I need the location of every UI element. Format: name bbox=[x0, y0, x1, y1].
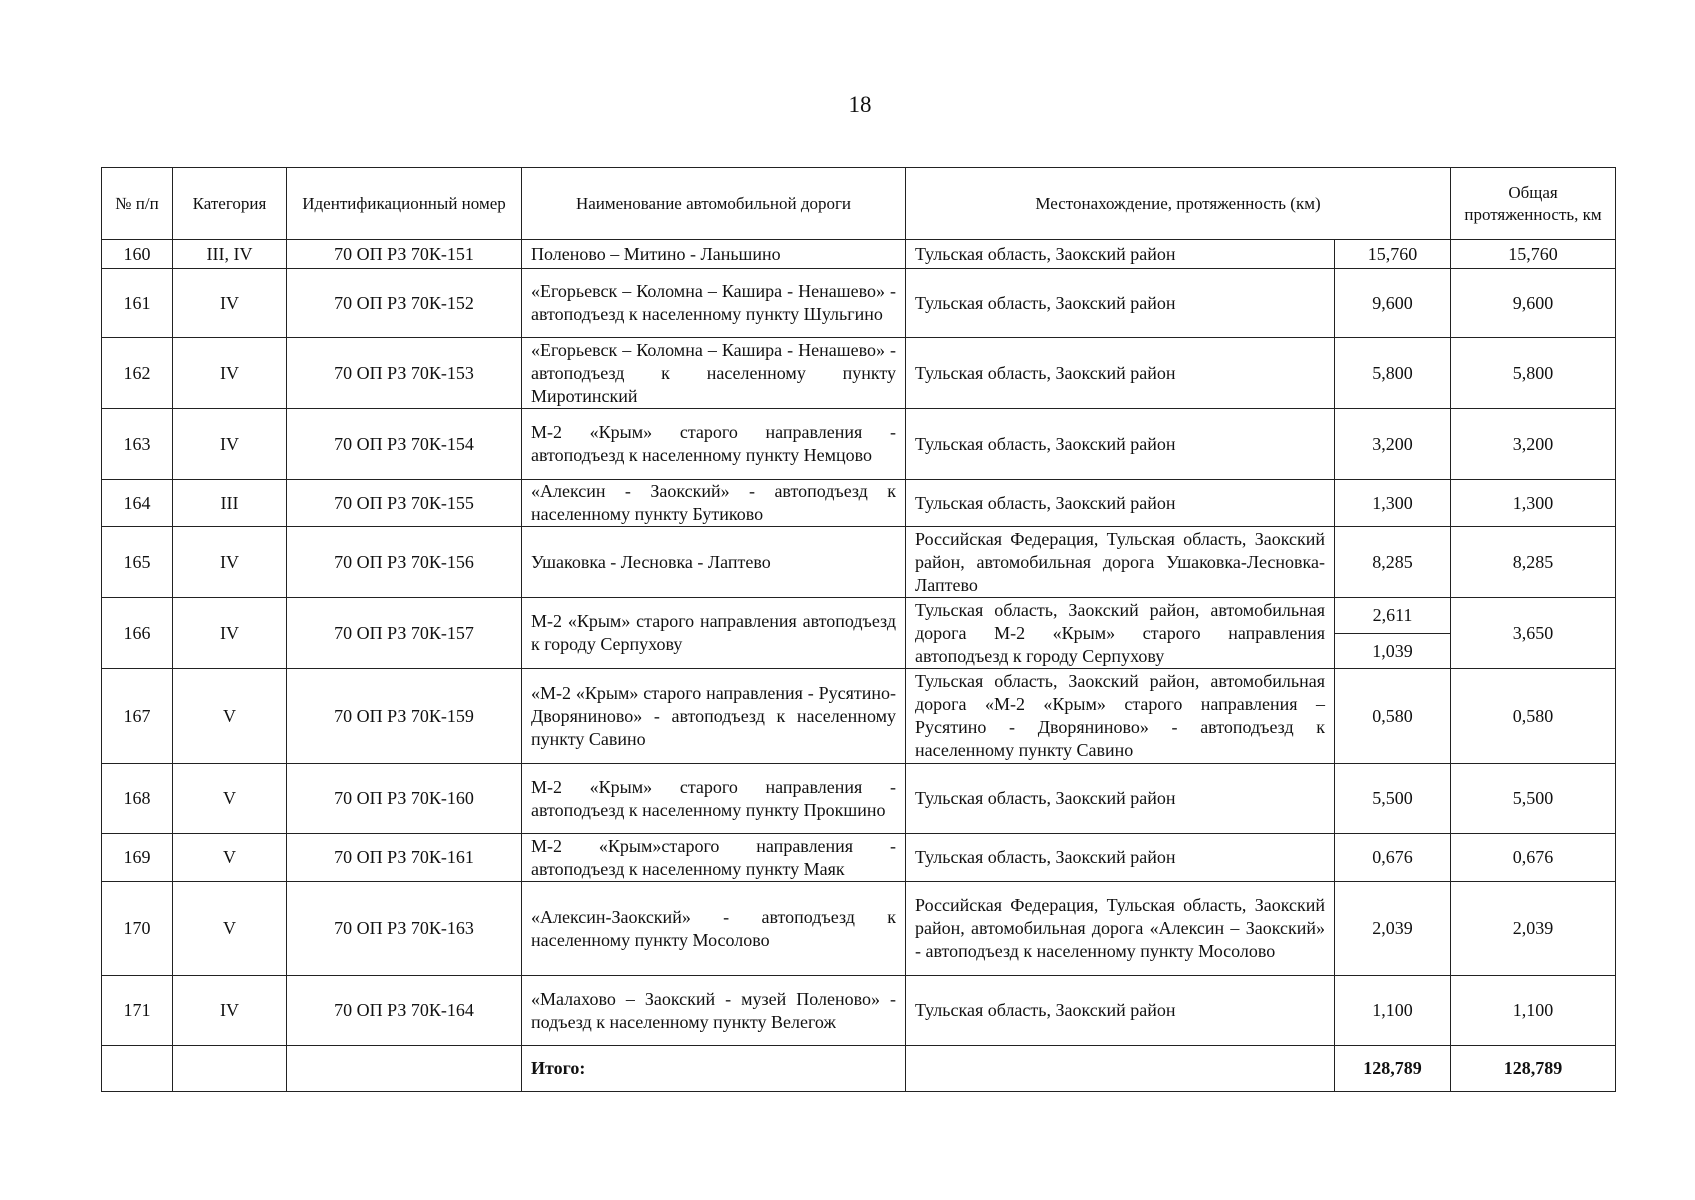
table-row bbox=[102, 764, 1616, 834]
table-row bbox=[102, 269, 1616, 338]
header-category: Категория bbox=[173, 168, 287, 240]
row-location: Тульская область, Заокский район bbox=[906, 409, 1335, 480]
row-category: V bbox=[173, 882, 287, 976]
row-location: Тульская область, Заокский район bbox=[906, 338, 1335, 409]
row-name: М-2 «Крым» старого направления - автоподъезд к населенному пункту Немцово bbox=[522, 409, 906, 480]
row-location: Тульская область, Заокский район, автомобильная дорога «М-2 «Крым» старого направления – Русятино - Дворяниново» - автоподъезд к населенному пункту Савино bbox=[906, 669, 1335, 764]
row-length-part-1: 2,611 bbox=[1335, 598, 1451, 634]
row-num: 166 bbox=[102, 598, 173, 669]
table-row bbox=[102, 598, 1616, 634]
row-total: 15,760 bbox=[1451, 240, 1616, 269]
header-id: Идентификационный номер bbox=[287, 168, 522, 240]
row-length: 5,500 bbox=[1335, 764, 1451, 834]
row-num: 169 bbox=[102, 834, 173, 882]
row-category: III, IV bbox=[173, 240, 287, 269]
row-total: 9,600 bbox=[1451, 269, 1616, 338]
row-id: 70 ОП РЗ 70К-154 bbox=[287, 409, 522, 480]
page-number: 18 bbox=[848, 92, 872, 117]
row-location: Тульская область, Заокский район bbox=[906, 976, 1335, 1046]
row-num: 164 bbox=[102, 480, 173, 527]
row-id: 70 ОП РЗ 70К-159 bbox=[287, 669, 522, 764]
header-location: Местонахождение, протяженность (км) bbox=[906, 168, 1451, 240]
row-location: Тульская область, Заокский район bbox=[906, 480, 1335, 527]
table-row bbox=[102, 834, 1616, 882]
row-id: 70 ОП РЗ 70К-153 bbox=[287, 338, 522, 409]
row-id: 70 ОП РЗ 70К-151 bbox=[287, 240, 522, 269]
row-id: 70 ОП РЗ 70К-163 bbox=[287, 882, 522, 976]
row-total: 0,580 bbox=[1451, 669, 1616, 764]
row-category: V bbox=[173, 834, 287, 882]
row-category: IV bbox=[173, 269, 287, 338]
row-total: 1,300 bbox=[1451, 480, 1616, 527]
row-num: 168 bbox=[102, 764, 173, 834]
row-length: 8,285 bbox=[1335, 527, 1451, 598]
row-length: 0,676 bbox=[1335, 834, 1451, 882]
row-name: «М-2 «Крым» старого направления - Русятино-Дворяниново» - автоподъезд к населенному пункту Савино bbox=[522, 669, 906, 764]
row-length: 9,600 bbox=[1335, 269, 1451, 338]
row-location: Тульская область, Заокский район bbox=[906, 764, 1335, 834]
row-name: «Алексин - Заокский» - автоподъезд к населенному пункту Бутиково bbox=[522, 480, 906, 527]
row-num: 160 bbox=[102, 240, 173, 269]
header-row bbox=[102, 168, 1616, 240]
row-category: IV bbox=[173, 409, 287, 480]
row-length-part-2: 1,039 bbox=[1335, 634, 1451, 669]
total-length: 128,789 bbox=[1335, 1046, 1451, 1092]
row-num: 161 bbox=[102, 269, 173, 338]
row-total: 0,676 bbox=[1451, 834, 1616, 882]
header-total: Общая протяженность, км bbox=[1451, 168, 1616, 240]
row-total: 5,800 bbox=[1451, 338, 1616, 409]
header-name: Наименование автомобильной дороги bbox=[522, 168, 906, 240]
table-row bbox=[102, 480, 1616, 527]
row-length: 5,800 bbox=[1335, 338, 1451, 409]
total-empty-category bbox=[173, 1046, 287, 1092]
table-row bbox=[102, 240, 1616, 269]
table-row bbox=[102, 882, 1616, 976]
row-category: IV bbox=[173, 338, 287, 409]
table-row bbox=[102, 976, 1616, 1046]
row-location: Тульская область, Заокский район, автомобильная дорога М-2 «Крым» старого направления автоподъезд к городу Серпухову bbox=[906, 598, 1335, 669]
row-id: 70 ОП РЗ 70К-164 bbox=[287, 976, 522, 1046]
row-name: М-2 «Крым»старого направления - автоподъезд к населенному пункту Маяк bbox=[522, 834, 906, 882]
row-id: 70 ОП РЗ 70К-156 bbox=[287, 527, 522, 598]
row-id: 70 ОП РЗ 70К-161 bbox=[287, 834, 522, 882]
row-category: IV bbox=[173, 527, 287, 598]
row-name: «Егорьевск – Коломна – Кашира - Ненашево» - автоподъезд к населенному пункту Миротинский bbox=[522, 338, 906, 409]
row-id: 70 ОП РЗ 70К-155 bbox=[287, 480, 522, 527]
row-num: 163 bbox=[102, 409, 173, 480]
row-category: IV bbox=[173, 976, 287, 1046]
roads-table bbox=[101, 167, 1616, 1092]
row-location: Российская Федерация, Тульская область, Заокский район, автомобильная дорога «Алексин – Заокский» - автоподъезд к населенному пункту Мосолово bbox=[906, 882, 1335, 976]
table-row bbox=[102, 409, 1616, 480]
row-id: 70 ОП РЗ 70К-157 bbox=[287, 598, 522, 669]
header-num: № п/п bbox=[102, 168, 173, 240]
row-num: 162 bbox=[102, 338, 173, 409]
row-total: 3,650 bbox=[1451, 598, 1616, 669]
row-total: 1,100 bbox=[1451, 976, 1616, 1046]
row-location: Тульская область, Заокский район bbox=[906, 834, 1335, 882]
row-num: 171 bbox=[102, 976, 173, 1046]
row-id: 70 ОП РЗ 70К-160 bbox=[287, 764, 522, 834]
row-length: 1,300 bbox=[1335, 480, 1451, 527]
row-length: 0,580 bbox=[1335, 669, 1451, 764]
row-name: «Егорьевск – Коломна – Кашира - Ненашево» - автоподъезд к населенному пункту Шульгино bbox=[522, 269, 906, 338]
row-total: 8,285 bbox=[1451, 527, 1616, 598]
row-total: 2,039 bbox=[1451, 882, 1616, 976]
total-empty-num bbox=[102, 1046, 173, 1092]
row-num: 165 bbox=[102, 527, 173, 598]
row-length: 2,039 bbox=[1335, 882, 1451, 976]
row-total: 5,500 bbox=[1451, 764, 1616, 834]
row-location: Тульская область, Заокский район bbox=[906, 269, 1335, 338]
row-category: V bbox=[173, 764, 287, 834]
row-length: 1,100 bbox=[1335, 976, 1451, 1046]
total-row bbox=[102, 1046, 1616, 1092]
row-name: «Алексин-Заокский» - автоподъезд к населенному пункту Мосолово bbox=[522, 882, 906, 976]
row-total: 3,200 bbox=[1451, 409, 1616, 480]
row-category: IV bbox=[173, 598, 287, 669]
row-name: М-2 «Крым» старого направления - автоподъезд к населенному пункту Прокшино bbox=[522, 764, 906, 834]
total-label: Итого: bbox=[522, 1046, 906, 1092]
row-name: «Малахово – Заокский - музей Поленово» - подъезд к населенному пункту Велегож bbox=[522, 976, 906, 1046]
row-name: М-2 «Крым» старого направления автоподъезд к городу Серпухову bbox=[522, 598, 906, 669]
row-num: 167 bbox=[102, 669, 173, 764]
table-row bbox=[102, 338, 1616, 409]
row-length: 15,760 bbox=[1335, 240, 1451, 269]
row-location: Российская Федерация, Тульская область, Заокский район, автомобильная дорога Ушаковка-Лесновка-Лаптево bbox=[906, 527, 1335, 598]
row-id: 70 ОП РЗ 70К-152 bbox=[287, 269, 522, 338]
table-row bbox=[102, 669, 1616, 764]
row-name: Поленово – Митино - Ланьшино bbox=[522, 240, 906, 269]
row-num: 170 bbox=[102, 882, 173, 976]
total-empty-location bbox=[906, 1046, 1335, 1092]
total-overall: 128,789 bbox=[1451, 1046, 1616, 1092]
row-category: V bbox=[173, 669, 287, 764]
row-category: III bbox=[173, 480, 287, 527]
total-empty-id bbox=[287, 1046, 522, 1092]
row-length: 3,200 bbox=[1335, 409, 1451, 480]
table-row bbox=[102, 527, 1616, 598]
row-name: Ушаковка - Лесновка - Лаптево bbox=[522, 527, 906, 598]
row-location: Тульская область, Заокский район bbox=[906, 240, 1335, 269]
